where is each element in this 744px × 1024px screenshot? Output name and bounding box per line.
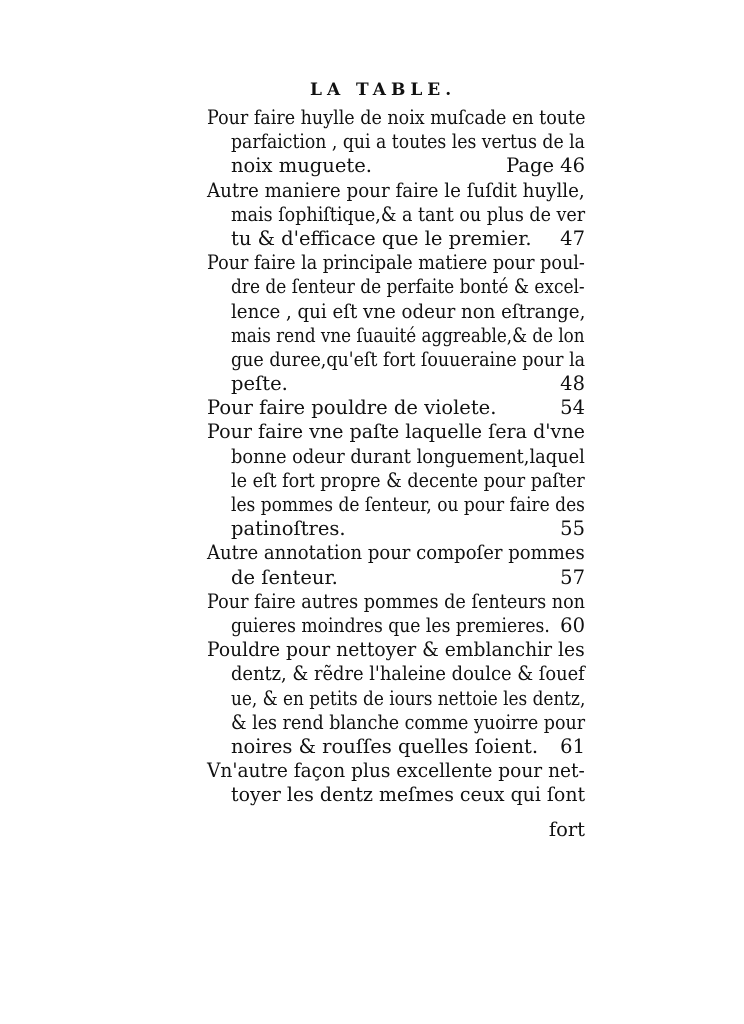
- catchword: fort: [548, 818, 585, 841]
- toc-entry: [207, 420, 585, 541]
- toc-entry: [207, 759, 585, 807]
- page-number: 48: [560, 372, 585, 396]
- toc-line-text: dre de ſenteur de perfaite bonté & excel-: [231, 275, 585, 299]
- toc-line: [207, 300, 585, 324]
- running-header: LA TABLE.: [310, 80, 457, 100]
- toc-line: [207, 154, 585, 178]
- toc-line: [207, 348, 585, 372]
- toc-line: [207, 711, 585, 735]
- page-number: 61: [560, 734, 585, 758]
- toc-line-text: Pour faire la principale matiere pour poul-: [207, 251, 585, 275]
- toc-line: [207, 566, 585, 590]
- page-number: Page 46: [506, 154, 585, 178]
- toc-line-text: bonne odeur durant longuement,laquel: [231, 444, 585, 468]
- toc-line: [207, 203, 585, 227]
- toc-line: [207, 130, 585, 154]
- page-number: 60: [560, 613, 585, 637]
- toc-entry: [207, 638, 585, 759]
- toc-line: [207, 227, 585, 251]
- toc-line-text: mais ſophiſtique,& a tant ou plus de ver: [231, 202, 586, 226]
- toc-line: [207, 372, 585, 396]
- toc-line: [207, 662, 585, 686]
- table-of-contents: [207, 106, 585, 807]
- toc-line: [207, 638, 585, 662]
- toc-line-text: guieres moindres que les premieres.: [231, 613, 550, 637]
- toc-line-text: noires & rouſſes quelles ſoient.: [231, 734, 539, 758]
- toc-line-text: patinoſtres.: [231, 517, 346, 541]
- toc-line-text: mais rend vne ſuauité aggreable,& de lon: [231, 323, 585, 347]
- toc-line-text: parfaiction , qui a toutes les vertus de la: [231, 130, 585, 154]
- page-number: 55: [560, 517, 585, 541]
- toc-line: [207, 687, 585, 711]
- page-number: 57: [560, 565, 585, 589]
- toc-line: [207, 783, 585, 807]
- toc-line-text: gue duree,qu'eſt fort ſouueraine pour la: [231, 347, 586, 371]
- toc-entry: [207, 541, 585, 589]
- toc-line-text: les pommes de ſenteur, ou pour faire des: [231, 493, 585, 516]
- toc-line: [207, 590, 585, 614]
- toc-entry: [207, 396, 585, 420]
- page-number: 47: [560, 226, 585, 250]
- toc-line: [207, 735, 585, 759]
- toc-line: [207, 420, 585, 444]
- toc-line: [207, 517, 585, 541]
- toc-line-text: toyer les dentz meſmes ceux qui ſont: [231, 783, 586, 807]
- toc-line-text: Vn'autre façon plus excellente pour net-: [207, 759, 585, 783]
- toc-entry: [207, 590, 585, 638]
- toc-line-text: de ſenteur.: [231, 565, 338, 589]
- toc-line-text: Pour faire autres pommes de ſenteurs non: [207, 589, 586, 613]
- toc-line: [207, 541, 585, 565]
- toc-line: [207, 493, 585, 517]
- toc-line-text: Autre maniere pour faire le ſuſdit huylle,: [207, 178, 585, 202]
- toc-entry: [207, 106, 585, 179]
- toc-line-text: Pour faire pouldre de violete.: [207, 396, 497, 420]
- toc-line: [207, 445, 585, 469]
- toc-line: [207, 179, 585, 203]
- toc-line-text: Pouldre pour nettoyer & emblanchir les: [207, 638, 585, 662]
- toc-entry: [207, 179, 585, 252]
- toc-line-text: le eſt fort propre & decente pour paſter: [231, 468, 585, 492]
- toc-line-text: & les rend blanche comme yuoirre pour: [231, 710, 586, 734]
- toc-line: [207, 275, 585, 299]
- toc-line: [207, 759, 585, 783]
- toc-line-text: Pour faire vne paſte laquelle ſera d'vne: [207, 420, 585, 444]
- toc-entry: [207, 251, 585, 396]
- toc-line: [207, 324, 585, 348]
- toc-line-text: lence , qui eſt vne odeur non eſtrange,: [231, 299, 586, 323]
- toc-line: [207, 251, 585, 275]
- toc-line-text: Pour faire huylle de noix muſcade en toute: [207, 106, 586, 129]
- toc-line-text: tu & d'efficace que le premier.: [231, 226, 532, 250]
- toc-line: [207, 614, 585, 638]
- toc-line-text: ue, & en petits de iours nettoie les dentz,: [231, 686, 586, 710]
- toc-line-text: noix muguete.: [231, 154, 372, 178]
- toc-line: [207, 469, 585, 493]
- toc-line-text: Autre annotation pour compoſer pommes: [207, 541, 585, 565]
- catchword-line: [207, 818, 585, 842]
- toc-line-text: dentz, & rẽdre l'haleine doulce & ſouef: [231, 662, 585, 686]
- toc-line: [207, 396, 585, 420]
- toc-line-text: peſte.: [231, 372, 288, 396]
- toc-line: [207, 106, 585, 130]
- page-number: 54: [560, 396, 585, 420]
